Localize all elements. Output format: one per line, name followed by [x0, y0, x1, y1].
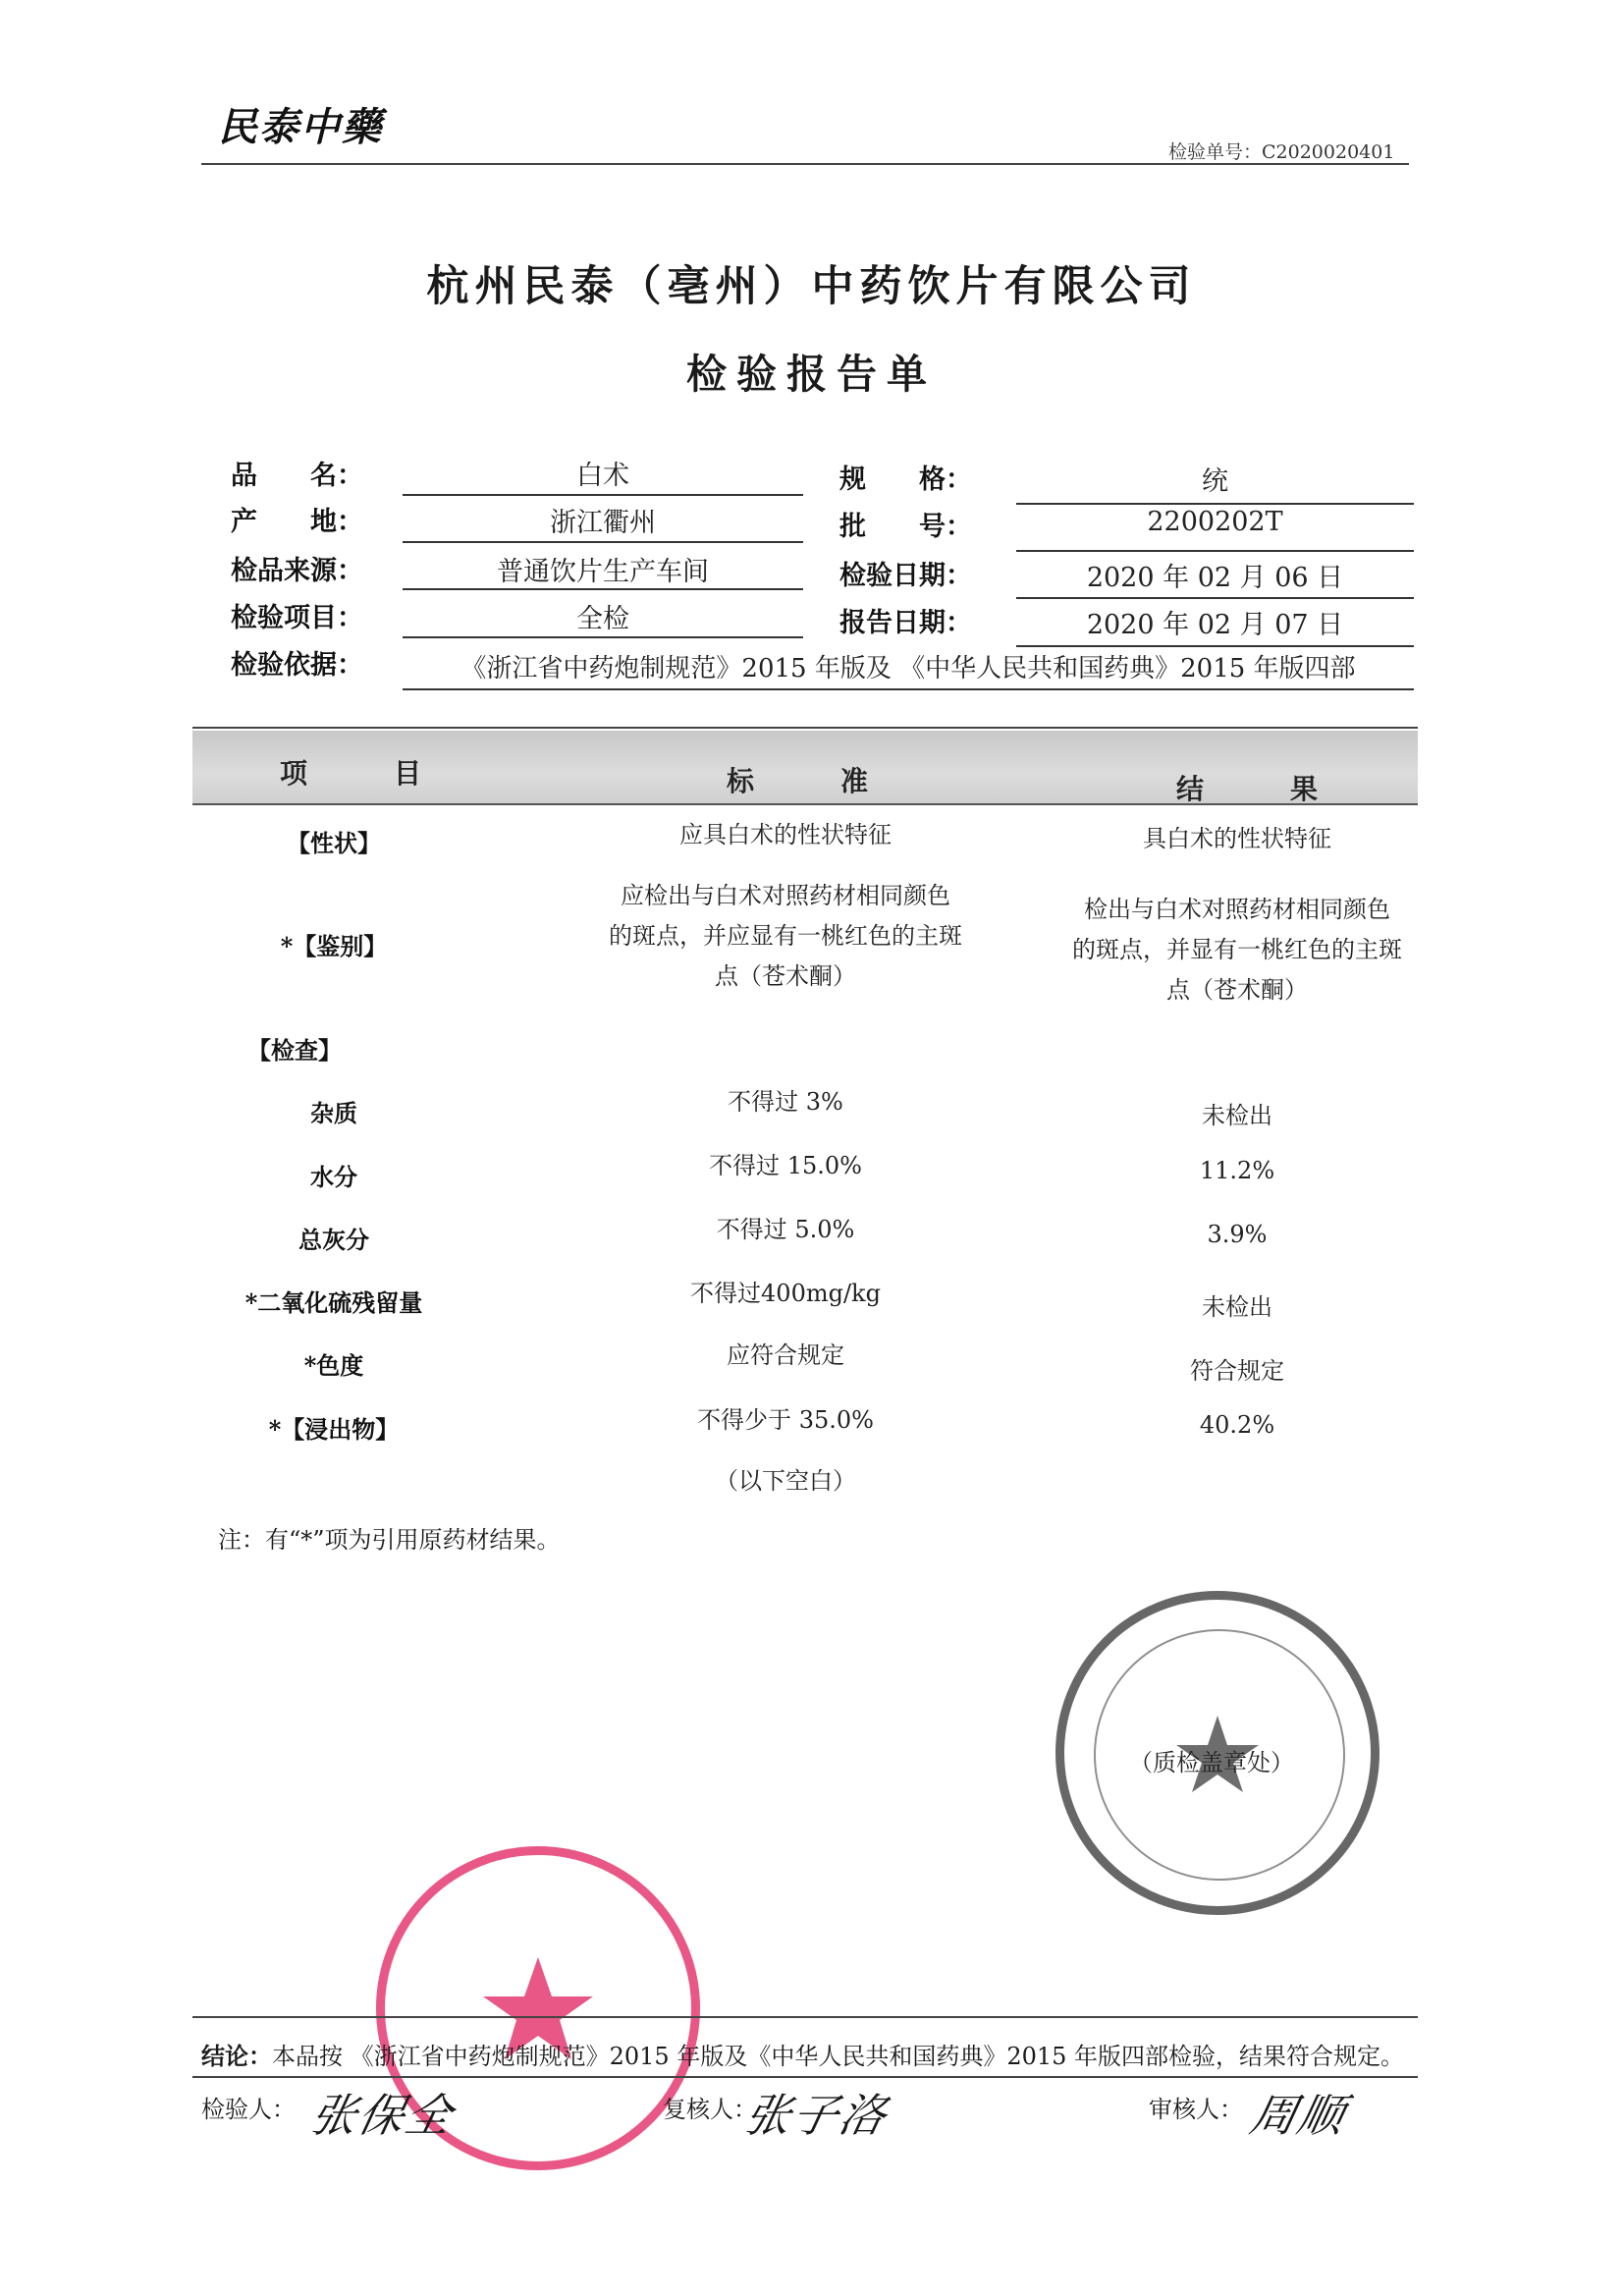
page-title: 检验报告单	[686, 351, 937, 398]
table-row-standard: 应具白术的性状特征	[679, 821, 892, 848]
table-row-result: 11.2%	[1199, 1157, 1275, 1184]
origin-label: 产 地：	[231, 507, 363, 537]
table-row-standard: 不得过 15.0%	[709, 1152, 862, 1179]
table-row-item: *【浸出物】	[268, 1415, 400, 1444]
rechecker-label: 复核人：	[663, 2096, 757, 2123]
report-date-value: 2020 年 02 月 07 日	[1086, 610, 1344, 640]
col-standard-header: 标 准	[727, 765, 898, 797]
rechecker-signature: 张子洛	[739, 2089, 893, 2142]
inspector-label: 检验人：	[201, 2096, 296, 2123]
basis-value: 《浙江省中药炮制规范》2015 年版及 《中华人民共和国药典》2015 年版四部	[460, 654, 1356, 683]
batch-value: 2200202T	[1147, 507, 1283, 537]
report-date-label: 报告日期：	[839, 608, 972, 638]
batch-underline	[1016, 550, 1414, 552]
batch-label: 批 号：	[839, 512, 972, 542]
table-row-result: 检出与白术对照药材相同颜色 的斑点，并显有一桃红色的主斑 点（苍术酮）	[1072, 896, 1402, 1004]
reviewer-label: 审核人：	[1149, 2096, 1243, 2123]
name-label: 品 名：	[231, 461, 363, 491]
col-result-header: 结 果	[1176, 773, 1348, 805]
table-row-standard: 应检出与白术对照药材相同颜色 的斑点，并应显有一桃红色的主斑 点（苍术酮）	[609, 882, 962, 990]
source-value: 普通饮片生产车间	[497, 557, 709, 587]
inspector-signature: 张保全	[305, 2089, 460, 2142]
table-row-result: 符合规定	[1190, 1357, 1284, 1385]
footnote: 注：有“*”项为引用原药材结果。	[218, 1526, 561, 1554]
conclusion	[201, 2037, 1404, 2071]
table-top-line	[192, 727, 1418, 729]
test-date-label: 检验日期：	[839, 561, 972, 591]
spec-label: 规 格：	[839, 465, 972, 495]
table-row-item: *二氧化硫残留量	[244, 1288, 423, 1317]
conclusion-label: 结论：	[201, 2042, 272, 2070]
table-row-result: 未检出	[1202, 1102, 1272, 1129]
basis-label: 检验依据：	[231, 650, 363, 681]
report-date-underline	[1016, 645, 1414, 647]
qc-stamp-placeholder: （质检盖章处）	[1129, 1749, 1294, 1777]
table-row-result: 40.2%	[1199, 1411, 1275, 1439]
table-row-standard: 不得少于 35.0%	[697, 1406, 874, 1434]
origin-value: 浙江衢州	[550, 508, 656, 538]
conclusion-bottom-line	[192, 2076, 1418, 2078]
company-logo: 民泰中藥	[218, 104, 383, 150]
doc-number: 检验单号：C2020020401	[1168, 141, 1395, 163]
table-row-item: 【性状】	[287, 829, 381, 857]
conclusion-text: 本品按 《浙江省中药炮制规范》2015 年版及《中华人民共和国药典》2015 年版四部检验，结果符合规定。	[272, 2043, 1405, 2070]
spec-underline	[1016, 503, 1414, 505]
basis-underline	[403, 688, 1414, 690]
spec-value: 统	[1202, 466, 1228, 497]
company-name: 杭州民泰（亳州）中药饮片有限公司	[426, 262, 1197, 311]
table-row-result: 具白术的性状特征	[1143, 825, 1331, 852]
conclusion-top-line	[192, 2016, 1418, 2018]
table-row-item: *【鉴别】	[280, 932, 388, 960]
table-row-item: 总灰分	[298, 1226, 369, 1254]
blank-note: （以下空白）	[715, 1467, 856, 1495]
header-divider	[201, 163, 1409, 165]
table-row-result: 未检出	[1202, 1293, 1272, 1321]
source-underline	[403, 588, 803, 590]
name-underline	[403, 494, 803, 496]
table-row-item: 【检查】	[247, 1036, 342, 1065]
table-row-standard: 应符合规定	[727, 1341, 844, 1369]
table-row-result: 3.9%	[1207, 1221, 1268, 1248]
source-label: 检品来源：	[231, 556, 363, 586]
test-date-underline	[1016, 597, 1414, 599]
table-row-standard: 不得过400mg/kg	[690, 1280, 881, 1307]
item-label: 检验项目：	[231, 603, 363, 633]
name-value: 白术	[576, 461, 629, 491]
table-row-standard: 不得过 3%	[728, 1088, 843, 1116]
table-row-item: 杂质	[310, 1099, 357, 1127]
table-row-item: *色度	[303, 1351, 364, 1380]
col-item-header: 项 目	[280, 757, 452, 790]
test-date-value: 2020 年 02 月 06 日	[1086, 563, 1344, 593]
reviewer-signature: 周顺	[1245, 2089, 1352, 2142]
table-row-item: 水分	[310, 1163, 357, 1191]
table-row-standard: 不得过 5.0%	[716, 1216, 855, 1243]
item-underline	[403, 636, 803, 638]
item-value: 全检	[576, 604, 629, 634]
origin-underline	[403, 541, 803, 543]
